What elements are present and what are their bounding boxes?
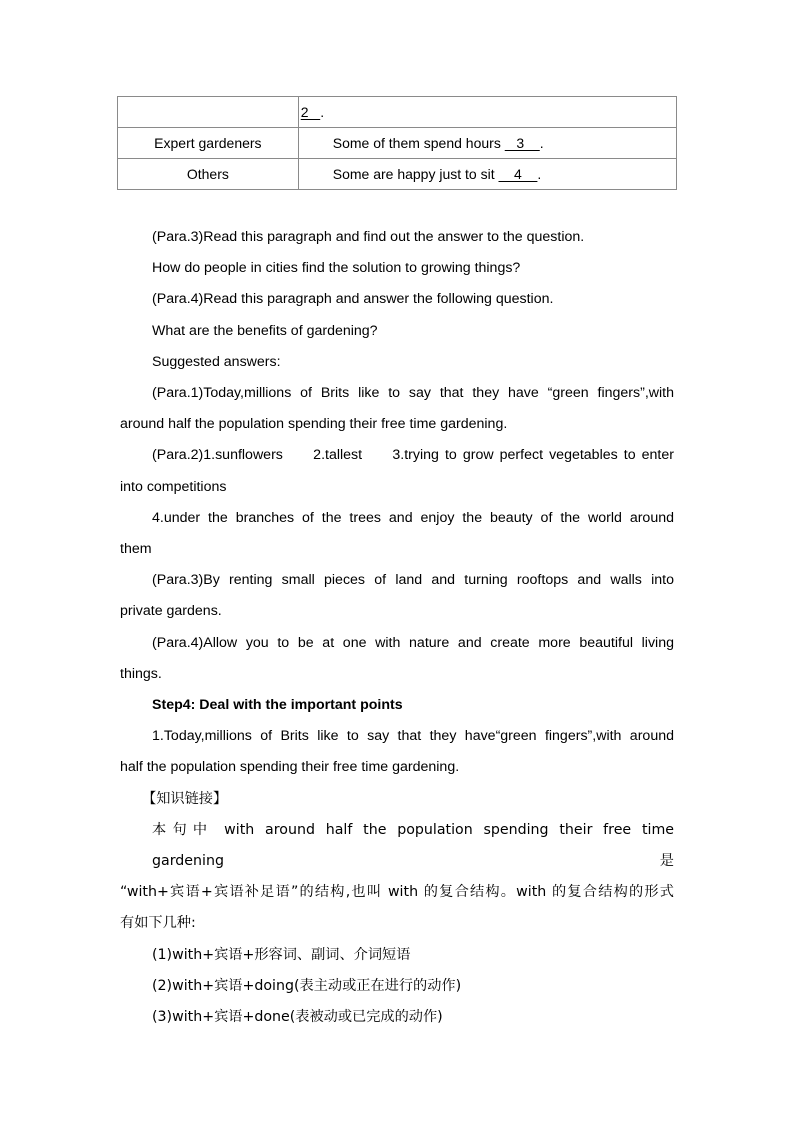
answer-para3-line1: (Para.3)By renting small pieces of land and turning rooftops and walls into (152, 572, 674, 589)
table-row (118, 128, 677, 159)
knowledge-link-heading: 【知识链接】 (142, 790, 228, 807)
answer-para2-item4-line2: them (120, 541, 152, 558)
table-row (118, 97, 677, 128)
answer-para1-line2: around half the population spending their free time gardening. (120, 416, 508, 433)
structure-item-1: (1)with+宾语+形容词、副词、介词短语 (152, 946, 411, 963)
answer-para4-line1: (Para.4)Allow you to be at one with nature and create more beautiful living (152, 634, 674, 651)
answer-suffix: . (320, 104, 325, 120)
answer-blank: 3 (504, 135, 540, 151)
answer-suffix: . (539, 135, 544, 151)
table-cell-label: Expert gardeners (118, 128, 299, 159)
step4-heading: Step4: Deal with the important points (152, 697, 403, 714)
worksheet-table (117, 96, 677, 190)
table-row (118, 159, 677, 190)
answer-para4-line2: things. (120, 665, 162, 682)
answer-para2-line1: (Para.2)1.sunflowers 2.tallest 3.trying to grow perfect vegetables to enter (152, 447, 674, 464)
knowledge-text-line2: “with+宾语+宾语补足语”的结构,也叫 with 的复合结构。with 的复合结构的形式 (120, 884, 674, 901)
structure-item-2: (2)with+宾语+doing(表主动或正在进行的动作) (152, 977, 462, 994)
structure-item-3: (3)with+宾语+done(表被动或已完成的动作) (152, 1009, 443, 1026)
instruction-para4: (Para.4)Read this paragraph and answer the following question. (152, 291, 554, 308)
answer-blank: 4 (498, 166, 538, 182)
knowledge-text-line3: 有如下几种: (120, 915, 196, 932)
table-cell-answer (298, 159, 676, 190)
question-para4: What are the benefits of gardening? (152, 322, 378, 339)
table-cell-label (118, 97, 299, 128)
question-para3: How do people in cities find the solution to growing things? (152, 260, 521, 277)
table-cell-label: Others (118, 159, 299, 190)
answer-prefix: Some of them spend hours (332, 135, 505, 151)
table-cell-answer (298, 128, 676, 159)
table-cell-answer (298, 97, 676, 128)
answer-para2-line2: into competitions (120, 478, 227, 495)
point1-line2: half the population spending their free time gardening. (120, 759, 460, 776)
answer-para2-item4-line1: 4.under the branches of the trees and enjoy the beauty of the world around (152, 509, 674, 526)
suggested-answers-heading: Suggested answers: (152, 353, 281, 370)
document-body (120, 222, 674, 1033)
answer-para1-line1: (Para.1)Today,millions of Brits like to say that they have “green fingers”,with (152, 385, 674, 402)
answer-para3-line2: private gardens. (120, 603, 222, 620)
answer-prefix: Some are happy just to sit (332, 166, 499, 182)
answer-blank: 2 (300, 104, 321, 120)
point1-line1: 1.Today,millions of Brits like to say that they have“green fingers”,with around (152, 728, 674, 745)
knowledge-text-line1: 本句中 with around half the population spending their free time gardening 是 (152, 821, 674, 870)
answer-suffix: . (537, 166, 542, 182)
instruction-para3: (Para.3)Read this paragraph and find out the answer to the question. (152, 229, 585, 245)
